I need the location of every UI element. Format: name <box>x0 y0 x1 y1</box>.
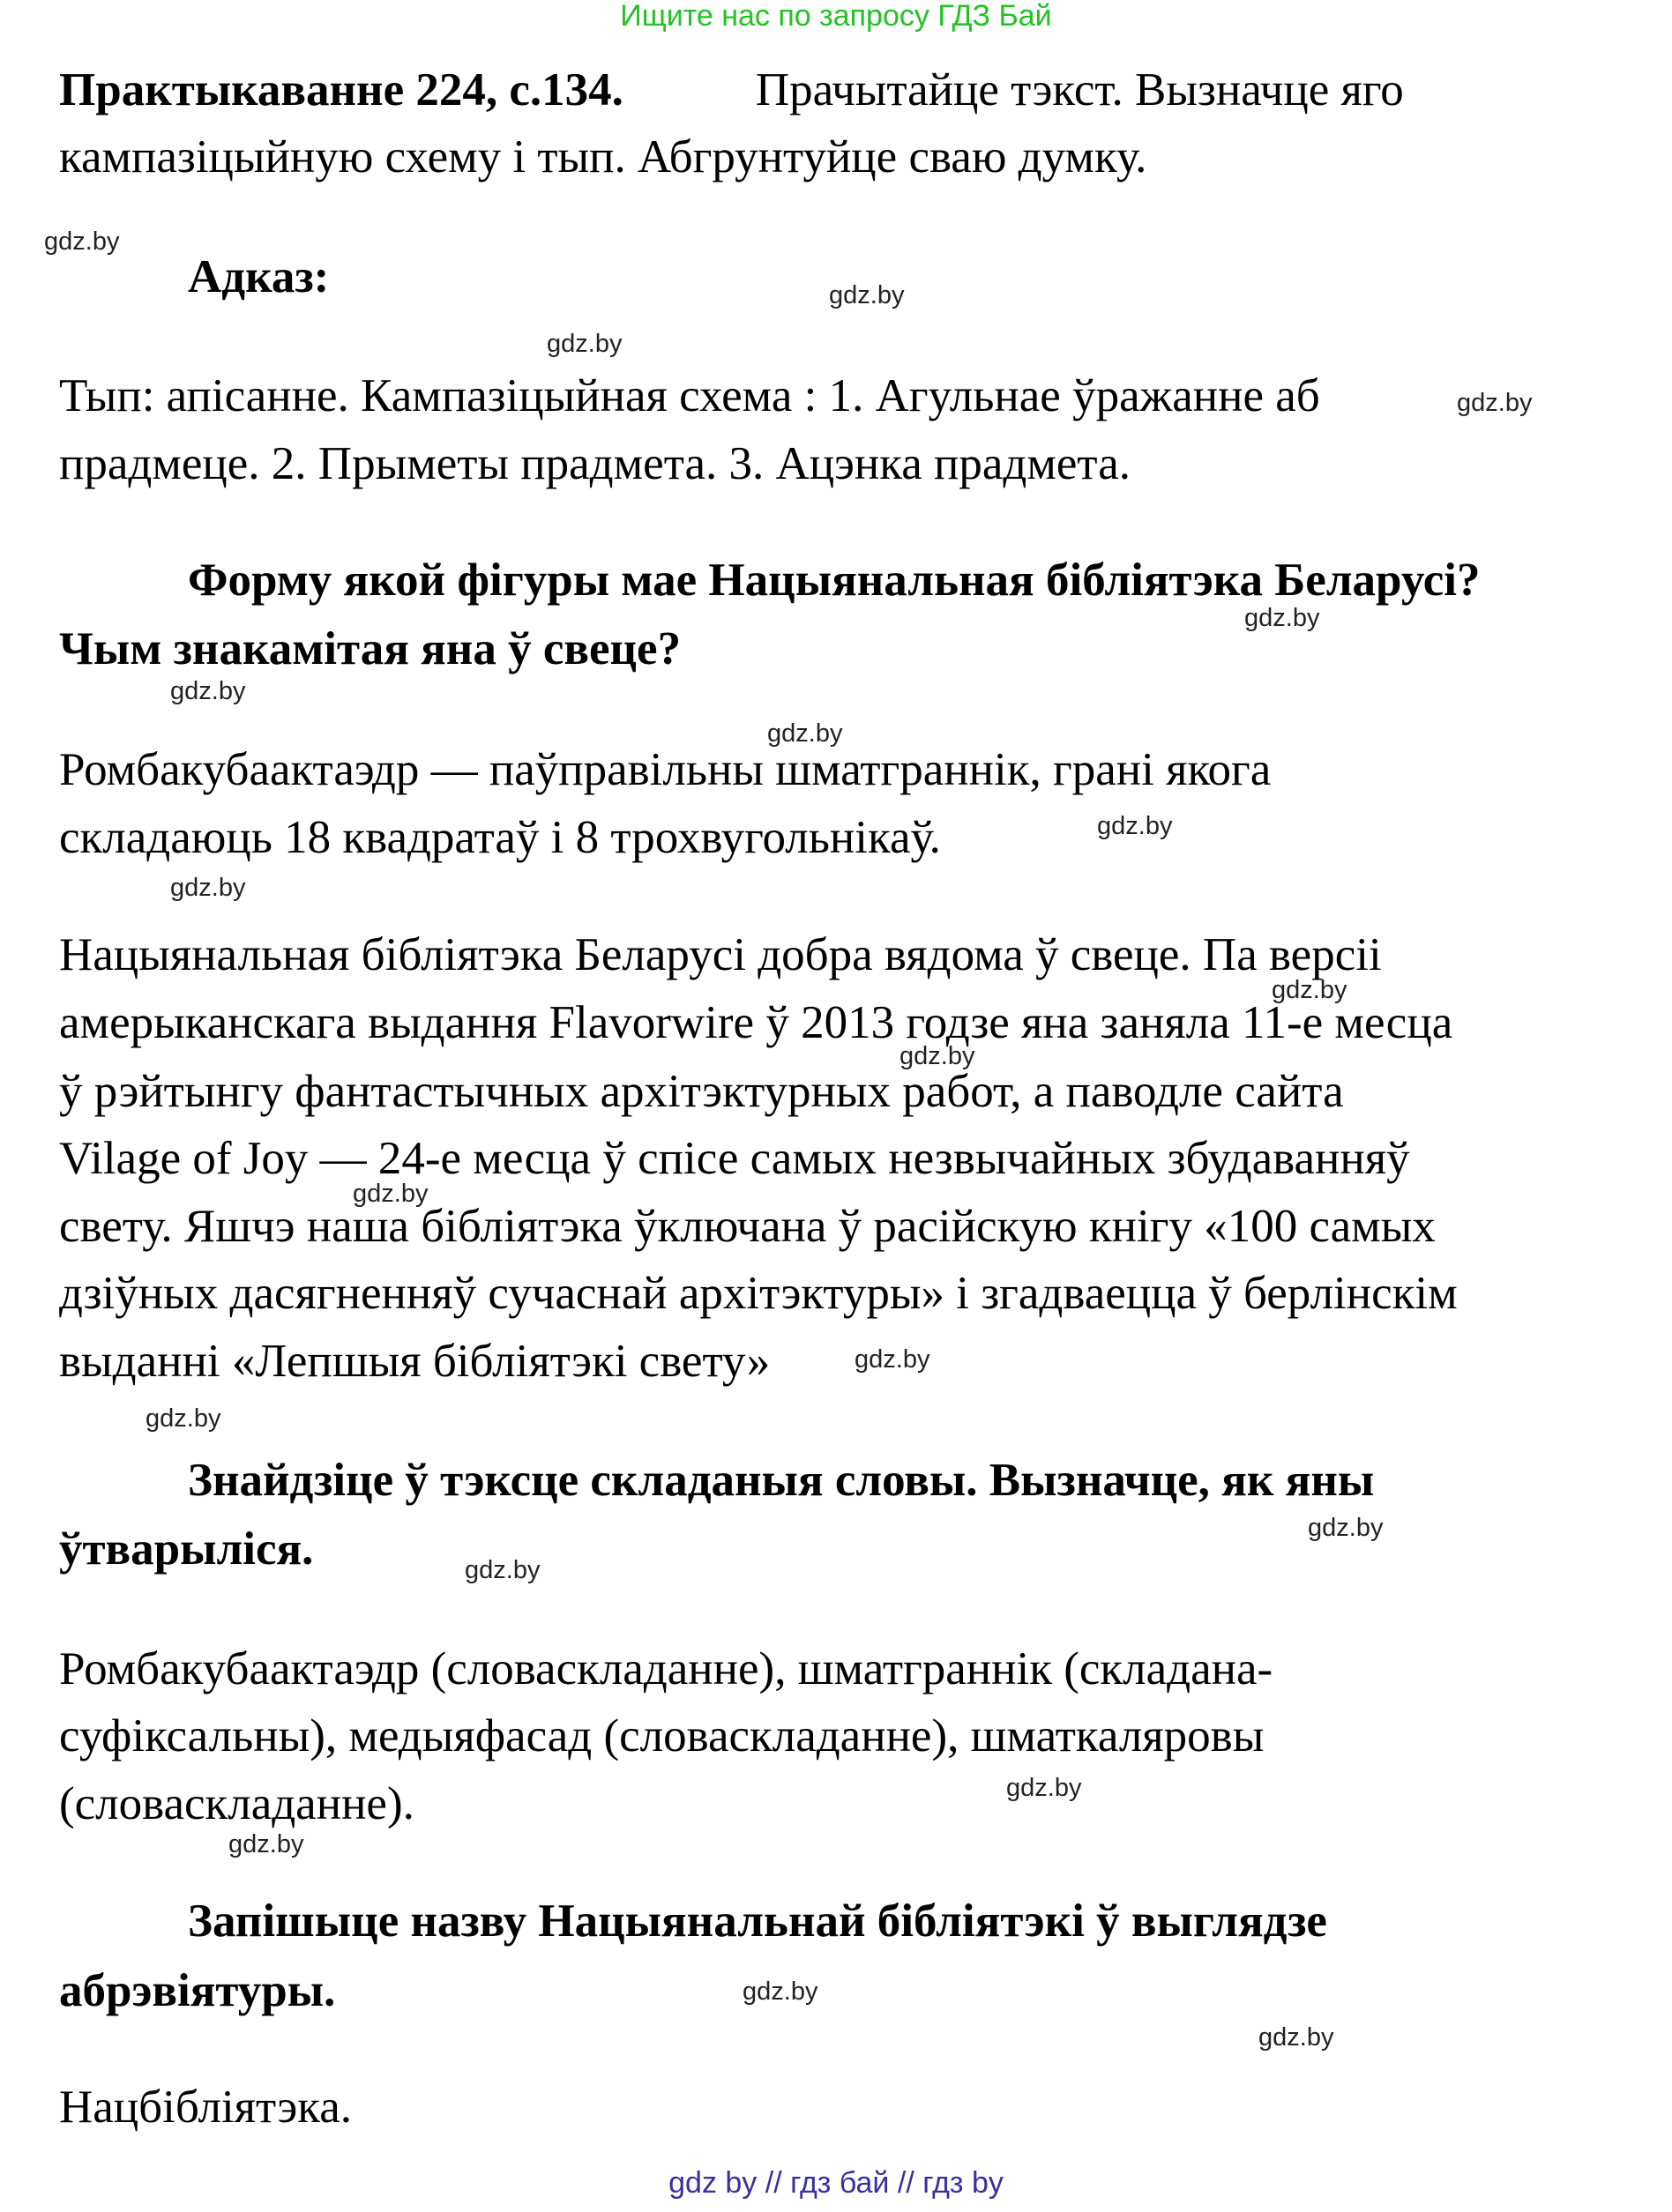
footer-links[interactable]: gdz by // гдз бай // гдз by <box>668 2166 1004 2200</box>
answer-1b-line: дзіўных дасягненняў сучаснай архітэктуры» і згадваецца ў берлінскім <box>59 1268 1458 1319</box>
watermark: gdz.by <box>1308 1514 1384 1542</box>
answer-2-line: (словаскладанне). <box>59 1778 414 1829</box>
watermark: gdz.by <box>146 1404 221 1433</box>
answer-1b-line: Vilage of Joy — 24-е месца ў спісе самых незвычайных збудаванняў <box>59 1133 1410 1184</box>
question-3-line: абрэвіятуры. <box>59 1965 336 2016</box>
answer-label: Адказ: <box>188 251 330 302</box>
answer-2-line: Ромбакубаактаэдр (словаскладанне), шматграннік (складана- <box>59 1643 1273 1694</box>
answer-1b-line: выданні «Лепшыя бібліятэкі свету» <box>59 1336 771 1387</box>
watermark: gdz.by <box>353 1180 429 1208</box>
watermark: gdz.by <box>170 677 246 705</box>
exercise-task-line-2: кампазіцыйную схему і тып. Абгрунтуйце сваю думку. <box>59 131 1147 182</box>
watermark: gdz.by <box>465 1556 541 1584</box>
watermark: gdz.by <box>1272 976 1347 1004</box>
watermark: gdz.by <box>899 1042 975 1070</box>
exercise-heading-line-1 <box>59 56 1404 123</box>
exercise-title: Практыкаванне 224, с.134. <box>59 64 623 115</box>
question-1-line: Форму якой фігуры мае Нацыянальная бібліятэка Беларусі? <box>188 555 1481 606</box>
watermark: gdz.by <box>1457 389 1533 417</box>
answer-3: Нацбібліятэка. <box>59 2082 353 2133</box>
question-2-line: ўтварыліся. <box>59 1523 314 1575</box>
watermark: gdz.by <box>547 330 623 358</box>
watermark: gdz.by <box>1097 812 1173 840</box>
answer-line: Тып: апісанне. Кампазіцыйная схема : 1. Агульнае ўражанне аб <box>59 370 1320 421</box>
answer-1b-line: Нацыянальная бібліятэка Беларусі добра вядома ў свеце. Па версіі <box>59 929 1382 980</box>
question-1-line: Чым знакамітая яна ў свеце? <box>59 623 682 674</box>
watermark: gdz.by <box>767 719 843 748</box>
watermark: gdz.by <box>170 874 246 902</box>
answer-1a-line: Ромбакубаактаэдр — паўправільны шматграннік, грані якога <box>59 744 1272 795</box>
watermark: gdz.by <box>829 281 905 309</box>
search-hint-banner: Ищите нас по запросу ГДЗ Бай <box>620 0 1052 33</box>
watermark: gdz.by <box>1258 2023 1334 2052</box>
answer-1a-line: складаюць 18 квадратаў і 8 трохвугольнікаў. <box>59 812 941 863</box>
question-3-line: Запішыце назву Нацыянальнай бібліятэкі ў выглядзе <box>188 1895 1327 1947</box>
watermark: gdz.by <box>228 1830 304 1858</box>
question-2-line: Знайдзіце ў тэксце складаныя словы. Вызначце, як яны <box>188 1455 1375 1506</box>
watermark: gdz.by <box>1244 604 1320 632</box>
exercise-task: Прачытайце тэкст. Вызначце яго <box>755 64 1404 115</box>
answer-line: прадмеце. 2. Прыметы прадмета. 3. Ацэнка прадмета. <box>59 438 1131 489</box>
answer-2-line: суфіксальны), медыяфасад (словаскладанне), шматкаляровы <box>59 1710 1265 1761</box>
answer-1b-line: амерыканскага выдання Flavorwire ў 2013 годзе яна заняла 11-е месца <box>59 997 1453 1048</box>
watermark: gdz.by <box>44 227 120 256</box>
watermark: gdz.by <box>1006 1774 1082 1802</box>
answer-1b-line: ў рэйтынгу фантастычных архітэктурных работ, а паводле сайта <box>59 1066 1344 1117</box>
watermark: gdz.by <box>743 1977 818 2006</box>
watermark: gdz.by <box>855 1345 930 1374</box>
answer-1b-line: свету. Яшчэ наша бібліятэка ўключана ў расійскую кнігу «100 самых <box>59 1201 1436 1252</box>
